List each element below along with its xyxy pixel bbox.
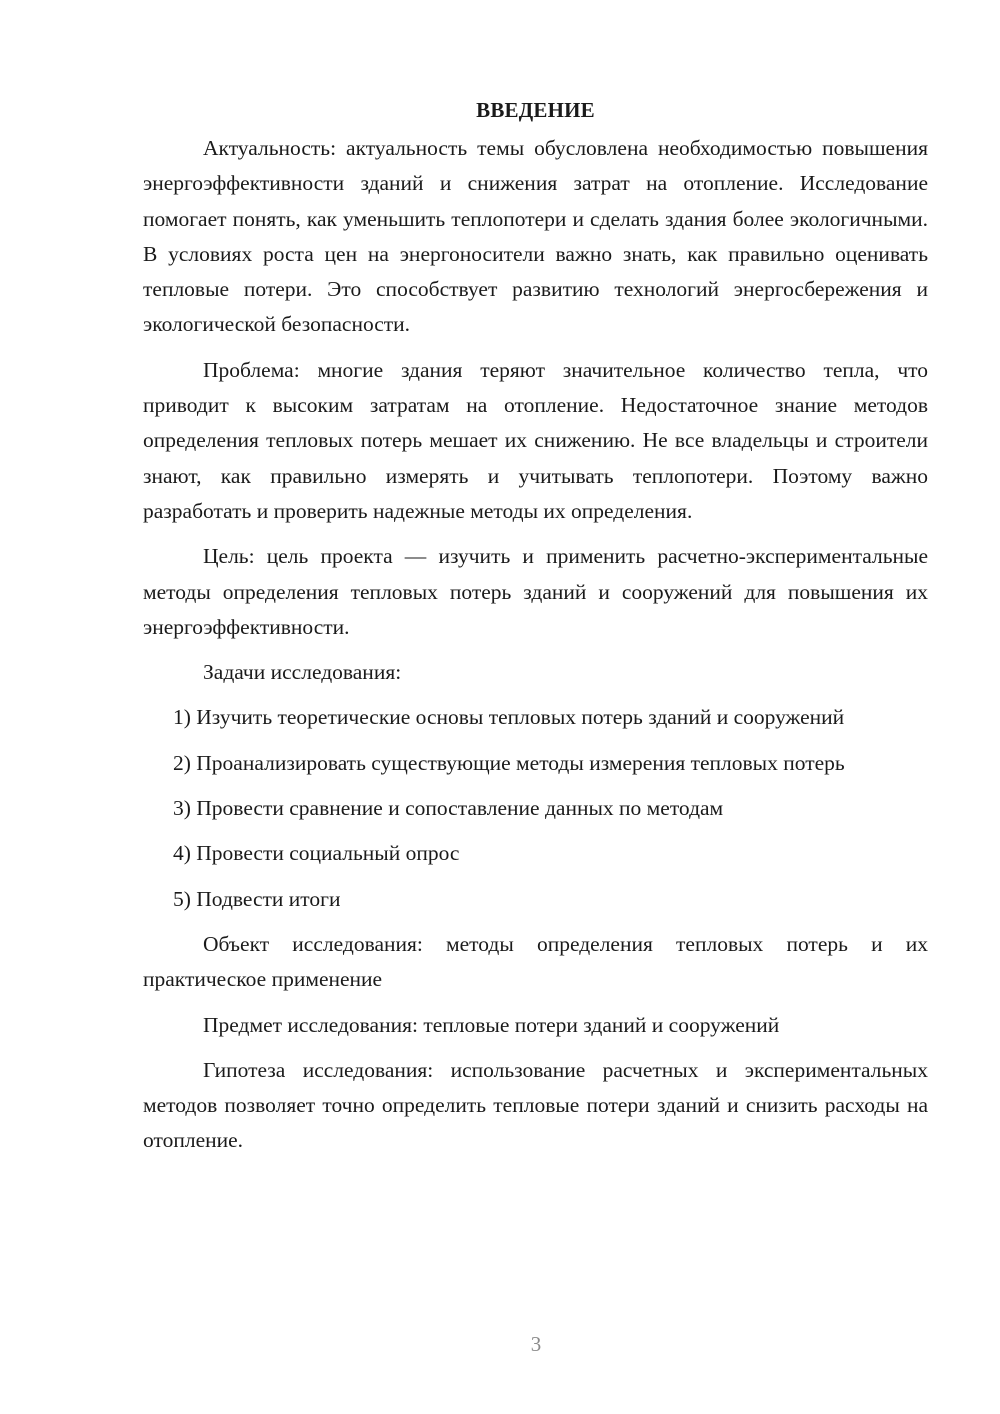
- task-item-5: 5) Подвести итоги: [173, 886, 341, 911]
- task-item-2: 2) Проанализировать существующие методы измерения тепловых потерь: [173, 750, 845, 775]
- task-item-4: 4) Провести социальный опрос: [173, 841, 460, 866]
- task-item-1: 1) Изучить теоретические основы тепловых потерь зданий и сооружений: [173, 705, 845, 730]
- goal-paragraph: Цель: цель проекта — изучить и применить расчетно-экспериментальные методы определения тепловых потерь зданий и сооружений для повышения их энергоэффективности.: [143, 544, 928, 639]
- tasks-heading: Задачи исследования:: [203, 660, 402, 685]
- page-title: ВВЕДЕНИЕ: [476, 98, 595, 122]
- task-item-3: 3) Провести сравнение и сопоставление данных по методам: [173, 796, 724, 821]
- relevance-paragraph: Актуальность: актуальность темы обусловлена необходимостью повышения энергоэффективности зданий и снижения затрат на отопление. Исследование помогает понять, как уменьшить теплопотери и сделать здания более экологичными. В условиях роста цен на энергоносители важно знать, как правильно оценивать тепловые потери. Это способствует развитию технологий энергосбережения и экологической безопасности.: [143, 136, 928, 337]
- subject-paragraph: Предмет исследования: тепловые потери зданий и сооружений: [203, 1012, 780, 1037]
- problem-paragraph: Проблема: многие здания теряют значительное количество тепла, что приводит к высоким затратам на отопление. Недостаточное знание методов определения тепловых потерь мешает их снижению. Не все владельцы и строители знают, как правильно измерять и учитывать теплопотери. Поэтому важно разработать и проверить надежные методы их определения.: [143, 357, 928, 523]
- document-page: [143, 92, 928, 1159]
- page-number: 3: [530, 1332, 542, 1356]
- object-paragraph: Объект исследования: методы определения тепловых потерь и их практическое применение: [143, 931, 928, 992]
- hypothesis-paragraph: Гипотеза исследования: использование расчетных и экспериментальных методов позволяет точно определить тепловые потери зданий и снизить расходы на отопление.: [143, 1057, 928, 1153]
